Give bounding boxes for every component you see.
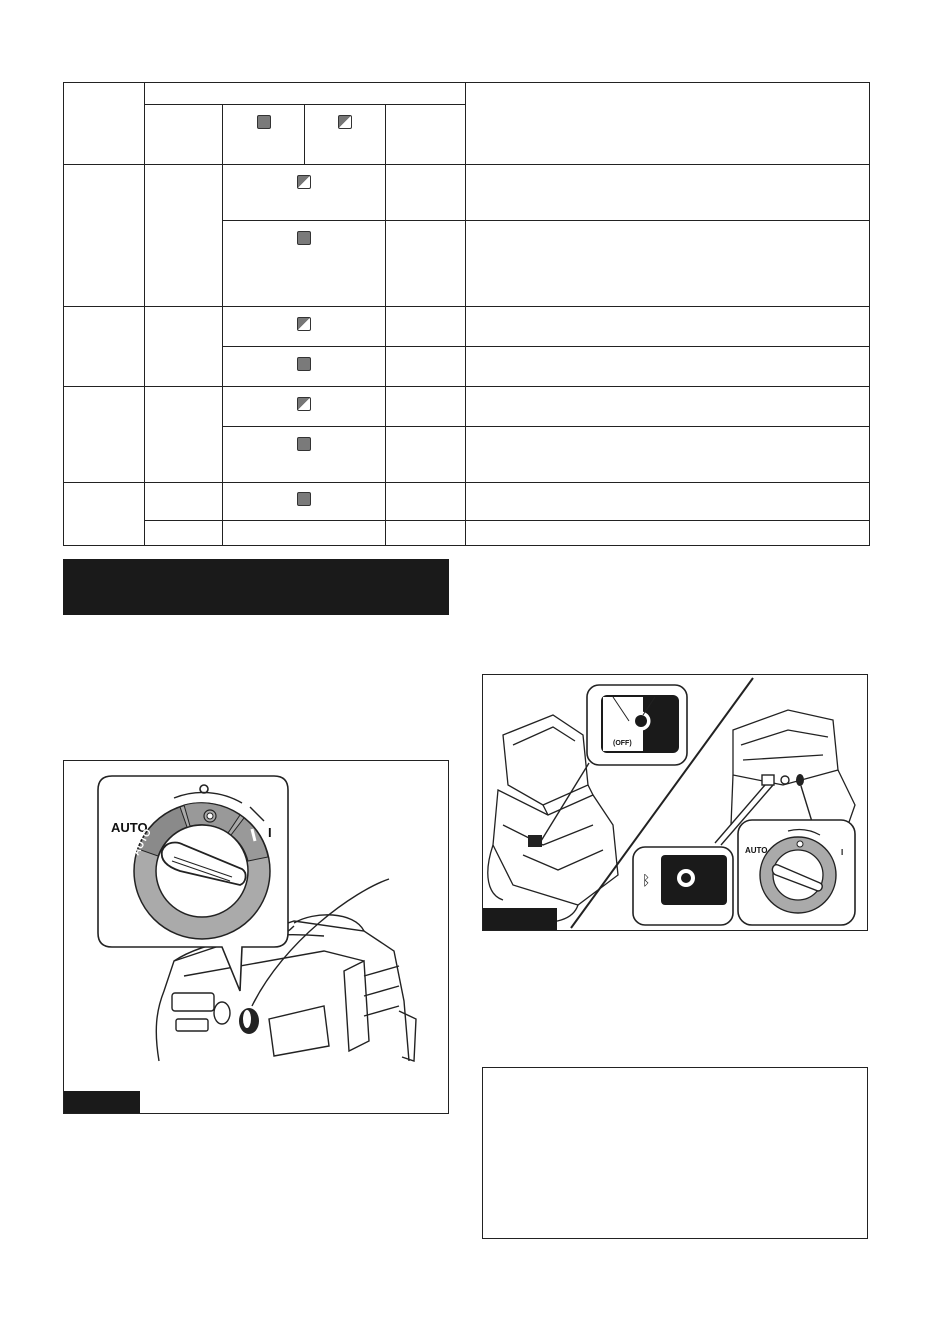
lamp-on-icon bbox=[257, 115, 271, 129]
dial-label-auto: AUTO bbox=[745, 846, 768, 855]
switch-label-off: (OFF) bbox=[613, 740, 632, 747]
table-row bbox=[64, 83, 870, 105]
status-table bbox=[63, 82, 870, 546]
dust-extractor-illustration bbox=[64, 761, 449, 1114]
figure-mode-dial bbox=[63, 760, 449, 1114]
section-heading-bar bbox=[63, 559, 449, 615]
table-row bbox=[64, 483, 870, 521]
lamp-on-icon bbox=[297, 231, 311, 245]
table-row bbox=[64, 387, 870, 427]
table-row bbox=[64, 307, 870, 347]
dial-label-on: I bbox=[268, 825, 272, 840]
wireless-unit-illustration bbox=[483, 675, 868, 931]
lamp-on-icon bbox=[297, 437, 311, 451]
figure-tab bbox=[64, 1091, 140, 1113]
lamp-on-icon bbox=[297, 357, 311, 371]
table-row bbox=[64, 521, 870, 546]
bluetooth-icon: ᛒ bbox=[642, 873, 651, 889]
figure-tab bbox=[483, 908, 557, 930]
lamp-blinking-icon bbox=[297, 317, 311, 331]
lamp-on-icon bbox=[297, 492, 311, 506]
figure-wireless-switches bbox=[482, 674, 868, 931]
table-row bbox=[64, 165, 870, 221]
dial-label-on: I bbox=[841, 848, 844, 857]
dial-label-auto: AUTO bbox=[111, 820, 148, 835]
lamp-blinking-icon bbox=[338, 115, 352, 129]
svg-text:AUTO: AUTO bbox=[130, 827, 154, 858]
note-box bbox=[482, 1067, 868, 1239]
lamp-blinking-icon bbox=[297, 397, 311, 411]
lamp-blinking-icon bbox=[297, 175, 311, 189]
